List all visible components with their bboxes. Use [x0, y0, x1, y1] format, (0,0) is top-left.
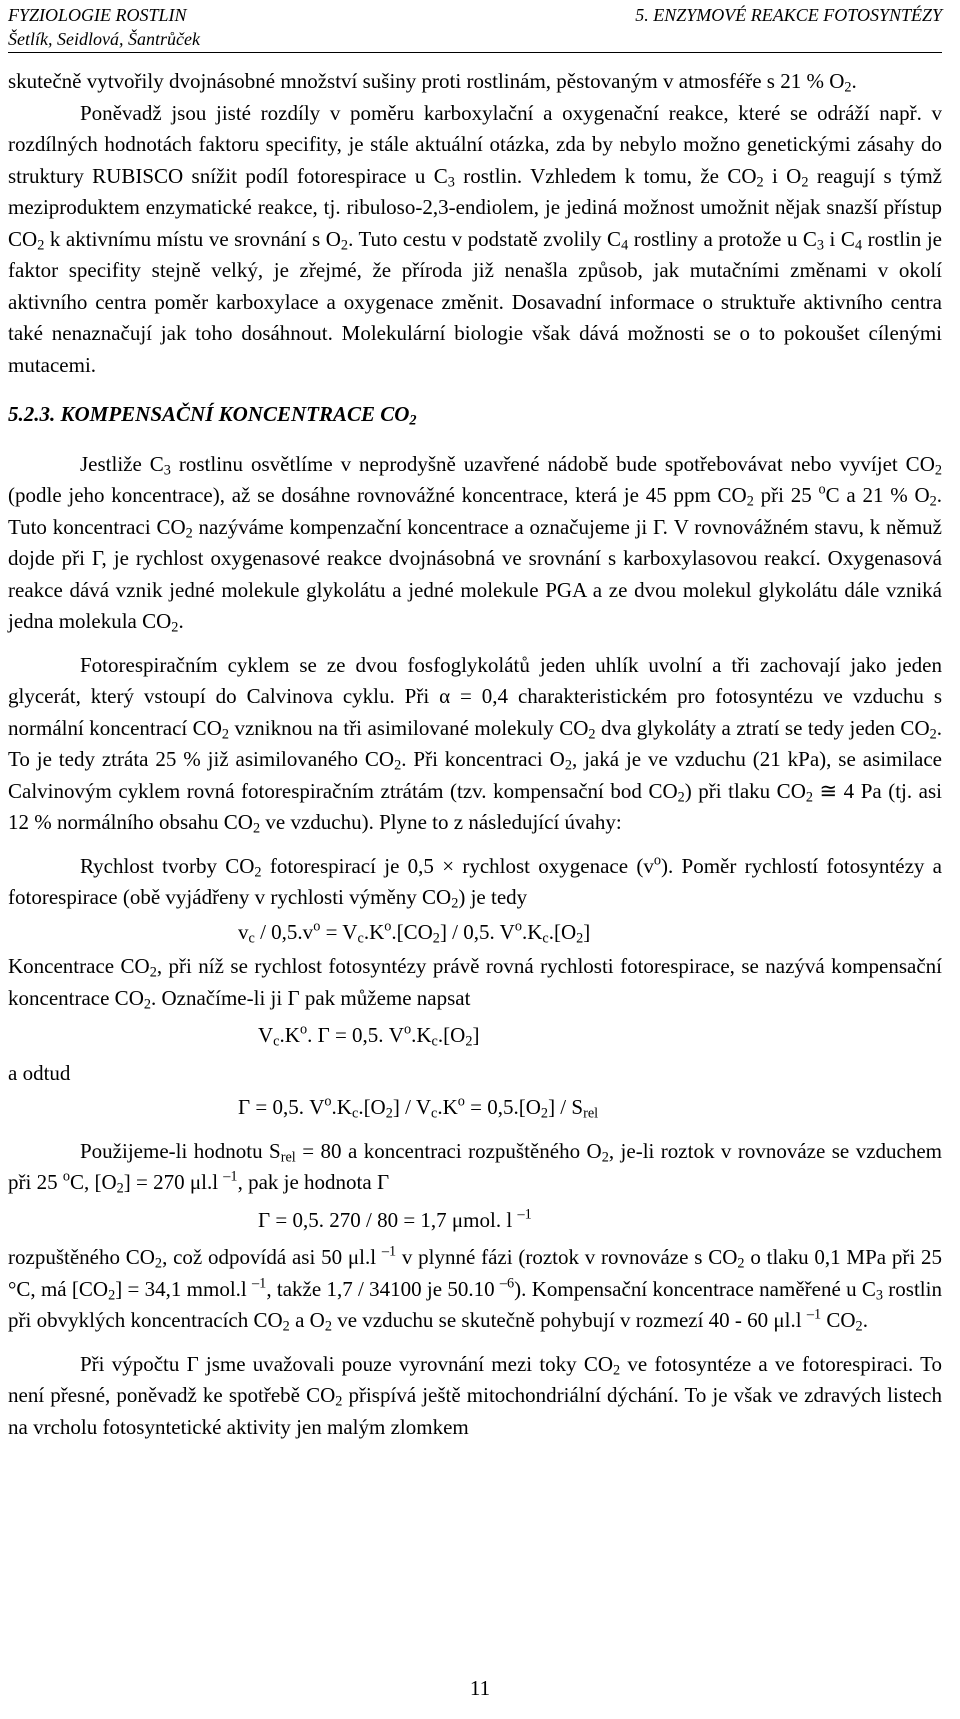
- subscript: 2: [432, 930, 440, 947]
- subscript: 2: [465, 1033, 473, 1050]
- subscript: 2: [801, 174, 809, 191]
- subscript: 2: [805, 789, 813, 806]
- subscript: rel: [280, 1149, 296, 1166]
- page-body: [8, 66, 942, 1443]
- subscript: 2: [171, 619, 179, 636]
- subscript: 2: [185, 525, 193, 542]
- superscript: o: [403, 1021, 412, 1038]
- superscript: o: [62, 1168, 70, 1185]
- subscript: 2: [37, 237, 45, 254]
- subscript: 3: [447, 174, 455, 191]
- paragraph: skutečně vytvořily dvojnásobné množství sušiny proti rostlinám, pěstovaným v atmosféře s 21 % $O_2$.: [8, 69, 857, 96]
- subscript: rel: [583, 1105, 599, 1122]
- superscript: –1: [252, 1274, 267, 1291]
- superscript: o: [384, 917, 392, 934]
- subscript: 2: [737, 1255, 745, 1272]
- subscript: c: [357, 930, 364, 947]
- subscript: 2: [929, 726, 937, 743]
- subscript: 2: [143, 996, 151, 1013]
- paragraph: Koncentrace $CO_2$, při níž se rychlost fotosyntézy právě rovná rychlosti fotorespirace, se nazývá kompensační koncentrace $CO_2$. Označíme-li ji Γ pak můžeme napsat: [8, 954, 942, 1013]
- subscript: 2: [335, 1393, 343, 1410]
- paragraph: Poněvadž jsou jisté rozdíly v poměru karboxylační a oxygenační reakce, které se odráží např. v rozdílných hodnotách faktoru specifity, je stále aktuální otázka, zda by nebylo možno genetickými zásahy do struktury RUBISCO snížit podíl fotorespirace u $C_3$ rostlin. Vzhledem k tomu, že $CO_2$ i $O_2$ reagují s týmž meziproduktem enzymatické reakce, tj. ribuloso-2,3-endiolem, je jediná možnost umožnit nějak snazší přístup $CO_2$ k aktivnímu místu ve srovnání s $O_2$. Tuto cestu v podstatě zvolily $C_4$ rostliny a protože u $C_3$ i $C_4$ rostlin je faktor specifity stejně velký, je zřejmé, že příroda již nenašla způsob, jak mutačními změnami v okolí aktivního centra poměr karboxylace a oxygenace změnit. Dosavadní informace o struktuře aktivního centra také nenaznačují jak toho dosáhnout. Molekulární biologie však dává možnosti se o to pokoušet cílenými mutacemi.: [8, 100, 943, 377]
- subscript: 3: [875, 1287, 884, 1304]
- subscript: 2: [451, 895, 459, 912]
- subscript: 2: [324, 1318, 332, 1335]
- subscript: c: [431, 1033, 438, 1050]
- superscript: o: [313, 917, 321, 934]
- subscript: 2: [601, 1149, 609, 1166]
- subscript: 3: [163, 462, 171, 479]
- subscript: 2: [340, 237, 349, 254]
- header-rule: [8, 52, 942, 53]
- superscript: –1: [381, 1243, 397, 1260]
- header-chapter-title: 5. ENZYMOVÉ REAKCE FOTOSYNTÉZY: [635, 5, 942, 25]
- subscript: 2: [564, 757, 572, 774]
- equation: $v_c / 0,5.v^o = V_c.K^o.[CO_2] / 0,5$. $V^o.K_c.[O_2]$: [238, 917, 591, 947]
- page-header: [0, 4, 960, 50]
- subscript: 2: [855, 1318, 863, 1335]
- subscript: 2: [409, 412, 417, 429]
- subscript: 2: [149, 964, 157, 981]
- subscript: 2: [221, 726, 229, 743]
- subscript: 2: [746, 493, 754, 510]
- subscript: 2: [613, 1362, 621, 1379]
- paragraph: Při výpočtu Γ jsme uvažovali pouze vyrovnání mezi toky $CO_2$ ve fotosyntéze a ve fotorespiraci. To není přesné, poněvadž ke spotřebě $CO_2$ přispívá ještě mitochondriální dýchání. To je však ve zdravých listech na vrcholu fotosyntetické aktivity jen malým zlomkem: [8, 1351, 942, 1439]
- subscript: c: [542, 930, 549, 947]
- subscript: c: [273, 1033, 280, 1050]
- subscript: 2: [385, 1105, 393, 1122]
- subscript: 2: [116, 1180, 124, 1197]
- paragraph: Použijeme-li hodnotu $S_{rel} = 80$ a koncentraci rozpuštěného $O_2$, je-li roztok v rovnováze se vzduchem při 25 $^o$C, $[O_2] = 270$ μl.l $^{-1}$, pak je hodnota Γ: [8, 1138, 942, 1197]
- subscript: 4: [854, 237, 863, 254]
- subscript: 2: [756, 174, 764, 191]
- subscript: 2: [254, 864, 262, 881]
- superscript: o: [457, 1093, 465, 1110]
- subscript: c: [351, 1105, 359, 1122]
- superscript: o: [818, 481, 826, 498]
- subscript: 2: [540, 1105, 549, 1122]
- subscript: 2: [252, 820, 261, 837]
- subscript: 2: [154, 1255, 163, 1272]
- paragraph: Jestliže $C_3$ rostlinu osvětlíme v neprodyšně uzavřené nádobě bude spotřebovávat nebo vyvíjet $CO_2$ (podle jeho koncentrace), až se dosáhne rovnovážné koncentrace, která je 45 ppm $CO_2$ při 25 $^o$C a 21 % $O_2$. Tuto koncentraci $CO_2$ nazýváme kompenzační koncentrace a označujeme ji Γ. V rovnovážném stavu, k němuž dojde při Γ, je rychlost oxygenasové reakce dvojnásobná ve srovnání s karboxylasovou reakcí. Oxygenasová reakce dává vznik jedné molekule glykolátu a jedné molekule PGA a ze dvou molekul glykolátu dále vzniká jedna molekula $CO_2$.: [8, 451, 942, 636]
- superscript: –6: [499, 1274, 515, 1291]
- superscript: o: [514, 917, 522, 934]
- subscript: 2: [588, 726, 596, 743]
- header-course-title: FYZIOLOGIE ROSTLIN: [8, 5, 187, 25]
- header-authors: Šetlík, Seidlová, Šantrůček: [8, 29, 200, 49]
- equation: Γ = 0,5. $V^o.K_c.[O_2] / V_c.K^o = 0,5.[O_2] / S_{rel}$: [238, 1093, 599, 1122]
- subscript: 2: [934, 462, 942, 479]
- superscript: o: [324, 1093, 332, 1110]
- paragraph: a odtud: [8, 1060, 71, 1085]
- subscript: 2: [844, 79, 852, 96]
- subscript: 2: [282, 1318, 290, 1335]
- paragraph: rozpuštěného $CO_2$, což odpovídá asi 50 μl.l $^{-1}$ v plynné fázi (roztok v rovnováze s $CO_2$ o tlaku 0,1 MPa při 25 °C, má $[CO_2] = 34,1$ mmol.l $^{-1}$, takže 1,7 / 34100 je 50.10 $^{-6}$). Kompensační koncentrace naměřené u $C_3$ rostlin při obvyklých koncentracích $CO_2$ a $O_2$ ve vzduchu se skutečně pohybují v rozmezí 40 - 60 μl.l $^{-1}$ $CO_2$.: [8, 1243, 942, 1335]
- subscript: 3: [816, 237, 825, 254]
- subscript: 2: [394, 757, 402, 774]
- superscript: o: [653, 851, 661, 868]
- subscript: 2: [677, 789, 685, 806]
- subscript: 4: [621, 237, 629, 254]
- subscript: 2: [576, 930, 584, 947]
- subscript: c: [248, 930, 255, 947]
- superscript: o: [299, 1021, 308, 1038]
- subscript: 2: [929, 493, 937, 510]
- subscript: 2: [108, 1287, 116, 1304]
- equation: $V_c.K^o$. Γ = 0,5. $V^o.K_c.[O_2]$: [258, 1021, 480, 1050]
- superscript: –1: [223, 1168, 238, 1185]
- paragraph: Fotorespiračním cyklem se ze dvou fosfoglykolátů jeden uhlík uvolní a tři zachovají jako jeden glycerát, který vstoupí do Calvinova cyklu. Při α = 0,4 charakteristickém pro fotosyntézu ve vzduchu s normální koncentrací $CO_2$ vzniknou na tři asimilované molekuly $CO_2$ dva glykoláty a ztratí se tedy jeden $CO_2$. To je tedy ztráta 25 % již asimilovaného $CO_2$. Při koncentraci $O_2$, jaká je ve vzduchu (21 kPa), se asimilace Calvinovým cyklem rovná fotorespiračním ztrátám (tzv. kompensační bod $CO_2$) při tlaku $CO_2$ ≅ 4 Pa (tj. asi 12 % normálního obsahu $CO_2$ ve vzduchu). Plyne to z následující úvahy:: [8, 652, 942, 837]
- subscript: c: [431, 1105, 438, 1122]
- superscript: –1: [806, 1306, 822, 1323]
- page-number: 11: [469, 1676, 491, 1700]
- paragraph: Rychlost tvorby $CO_2$ fotorespirací je 0,5 × rychlost oxygenace $(v^o)$. Poměr rychlostí fotosyntézy a fotorespirace (obě vyjádřeny v rychlosti výměny $CO_2$) je tedy: [8, 851, 943, 912]
- equation: Γ = 0,5. 270 / 80 = 1,7 μmol. l $^{-1}$: [258, 1205, 532, 1232]
- section-heading: 5.2.3. KOMPENSAČNÍ KONCENTRACE $CO_2$: [8, 402, 417, 429]
- superscript: –1: [517, 1205, 532, 1222]
